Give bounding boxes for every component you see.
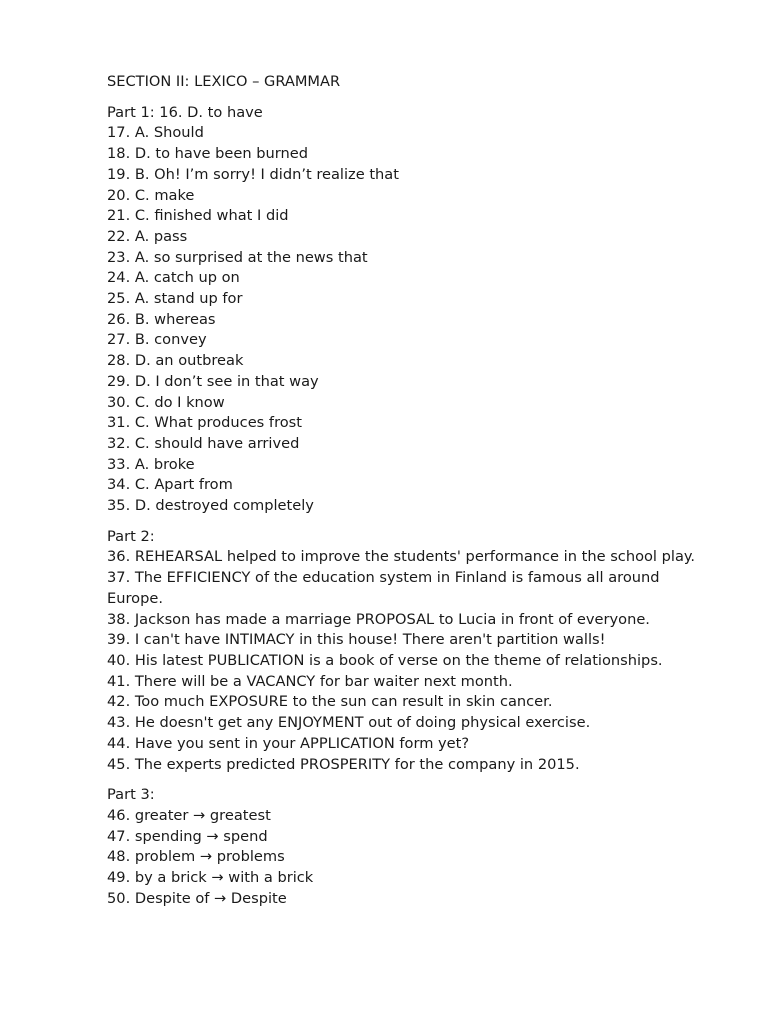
answer-line: 47. spending → spend	[107, 827, 268, 845]
answer-line: 19. B. Oh! I’m sorry! I didn’t realize that	[107, 165, 399, 183]
answer-line: 48. problem → problems	[107, 848, 285, 866]
answer-line: 41. There will be a VACANCY for bar waiter next month.	[107, 672, 513, 690]
part-3-answers	[107, 785, 697, 909]
answer-line: 23. A. so surprised at the news that	[107, 248, 368, 266]
answer-line: 28. D. an outbreak	[107, 352, 244, 370]
answer-line: 37. The EFFICIENCY of the education system in Finland is famous all around Europe.	[107, 569, 660, 607]
answer-line: 20. C. make	[107, 186, 195, 204]
answer-line: 24. A. catch up on	[107, 269, 240, 287]
answer-line: 18. D. to have been burned	[107, 145, 308, 163]
answer-line: 35. D. destroyed completely	[107, 497, 314, 515]
answer-line: 26. B. whereas	[107, 310, 216, 328]
answer-line: 49. by a brick → with a brick	[107, 869, 314, 887]
answer-line: 42. Too much EXPOSURE to the sun can result in skin cancer.	[107, 693, 553, 711]
answer-key-document	[107, 72, 697, 909]
part-3-label: Part 3:	[107, 786, 155, 804]
part-1-answers	[107, 103, 697, 517]
answer-line: 27. B. convey	[107, 331, 207, 349]
answer-line: 40. His latest PUBLICATION is a book of verse on the theme of relationships.	[107, 651, 663, 669]
answer-line: 31. C. What produces frost	[107, 414, 302, 432]
answer-line: 33. A. broke	[107, 455, 195, 473]
answer-line: 45. The experts predicted PROSPERITY for the company in 2015.	[107, 755, 580, 773]
answer-line: 46. greater → greatest	[107, 806, 271, 824]
answer-line: 43. He doesn't get any ENJOYMENT out of doing physical exercise.	[107, 714, 591, 732]
answer-line: 39. I can't have INTIMACY in this house! There aren't partition walls!	[107, 631, 606, 649]
answer-line: 44. Have you sent in your APPLICATION form yet?	[107, 734, 470, 752]
answer-line: 34. C. Apart from	[107, 476, 233, 494]
answer-line: 29. D. I don’t see in that way	[107, 372, 319, 390]
answer-line: 30. C. do I know	[107, 393, 225, 411]
section-title: SECTION II: LEXICO – GRAMMAR	[107, 73, 341, 90]
answer-line: 38. Jackson has made a marriage PROPOSAL to Lucia in front of everyone.	[107, 610, 650, 628]
answer-line: 32. C. should have arrived	[107, 434, 300, 452]
part-2-answers	[107, 527, 697, 775]
answer-line: 50. Despite of → Despite	[107, 889, 287, 907]
answer-line: 21. C. finished what I did	[107, 207, 289, 225]
answer-line: Part 1: 16. D. to have	[107, 103, 263, 121]
answer-line: 25. A. stand up for	[107, 290, 243, 308]
answer-line: 22. A. pass	[107, 227, 188, 245]
answer-line: 36. REHEARSAL helped to improve the students' performance in the school play.	[107, 548, 696, 566]
part-2-label: Part 2:	[107, 527, 155, 545]
answer-line: 17. A. Should	[107, 124, 204, 142]
